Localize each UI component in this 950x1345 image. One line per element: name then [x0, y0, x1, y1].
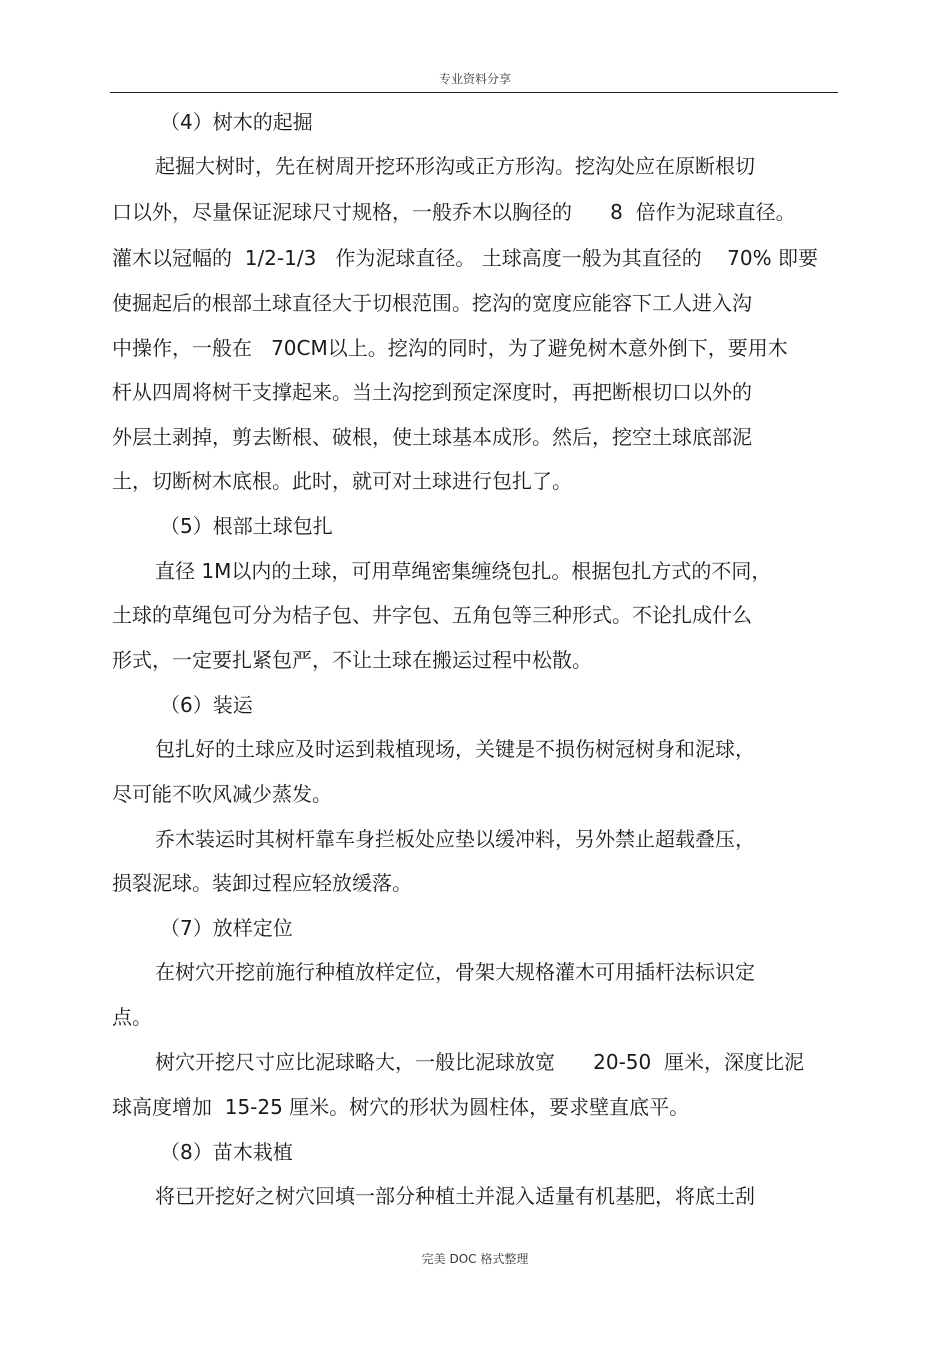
paragraph-line: 中操作，一般在 70CM以上。挖沟的同时，为了避免树木意外倒下，要用木	[112, 336, 788, 360]
section-heading-8: （8）苗木栽植	[160, 1140, 293, 1164]
paragraph-line: 起掘大树时，先在树周开挖环形沟或正方形沟。挖沟处应在原断根切	[155, 154, 755, 178]
paragraph-line: 形式，一定要扎紧包严，不让土球在搬运过程中松散。	[112, 648, 592, 672]
paragraph-line: 损裂泥球。装卸过程应轻放缓落。	[112, 871, 412, 895]
paragraph-line: 口以外，尽量保证泥球尺寸规格，一般乔木以胸径的 8 倍作为泥球直径。	[112, 200, 796, 224]
paragraph-line: 尽可能不吹风减少蒸发。	[112, 782, 332, 806]
paragraph-line: 土，切断树木底根。此时，就可对土球进行包扎了。	[112, 469, 572, 493]
paragraph-line: 树穴开挖尺寸应比泥球略大，一般比泥球放宽 20-50 厘米，深度比泥	[155, 1050, 804, 1074]
paragraph-line: 在树穴开挖前施行种植放样定位，骨架大规格灌木可用插杆法标识定	[155, 960, 755, 984]
section-heading-6: （6）装运	[160, 693, 253, 717]
page-footer: 完美 DOC 格式整理	[421, 1252, 529, 1266]
header-divider	[110, 92, 838, 93]
section-heading-7: （7）放样定位	[160, 916, 293, 940]
paragraph-line: 外层土剥掉，剪去断根、破根，使土球基本成形。然后，挖空土球底部泥	[112, 425, 752, 449]
paragraph-line: 直径 1M以内的土球，可用草绳密集缠绕包扎。根据包扎方式的不同，	[155, 559, 772, 583]
paragraph-line: 乔木装运时其树杆靠车身拦板处应垫以缓冲料，另外禁止超载叠压，	[155, 827, 755, 851]
paragraph-line: 杆从四周将树干支撑起来。当土沟挖到预定深度时，再把断根切口以外的	[112, 380, 752, 404]
paragraph-line: 点。	[112, 1005, 152, 1029]
section-heading-5: （5）根部土球包扎	[160, 514, 333, 538]
section-heading-4: （4）树木的起掘	[160, 110, 313, 134]
header-text: 专业资料分享	[438, 72, 511, 86]
paragraph-line: 使掘起后的根部土球直径大于切根范围。挖沟的宽度应能容下工人进入沟	[112, 291, 752, 315]
paragraph-line: 灌木以冠幅的 1/2-1/3 作为泥球直径。 土球高度一般为其直径的 70% 即要	[112, 246, 818, 270]
paragraph-line: 将已开挖好之树穴回填一部分种植土并混入适量有机基肥，将底土刮	[155, 1184, 755, 1208]
paragraph-line: 包扎好的土球应及时运到栽植现场，关键是不损伤树冠树身和泥球，	[155, 737, 755, 761]
paragraph-line: 土球的草绳包可分为桔子包、井字包、五角包等三种形式。不论扎成什么	[112, 603, 752, 627]
paragraph-line: 球高度增加 15-25 厘米。树穴的形状为圆柱体，要求壁直底平。	[112, 1095, 690, 1119]
